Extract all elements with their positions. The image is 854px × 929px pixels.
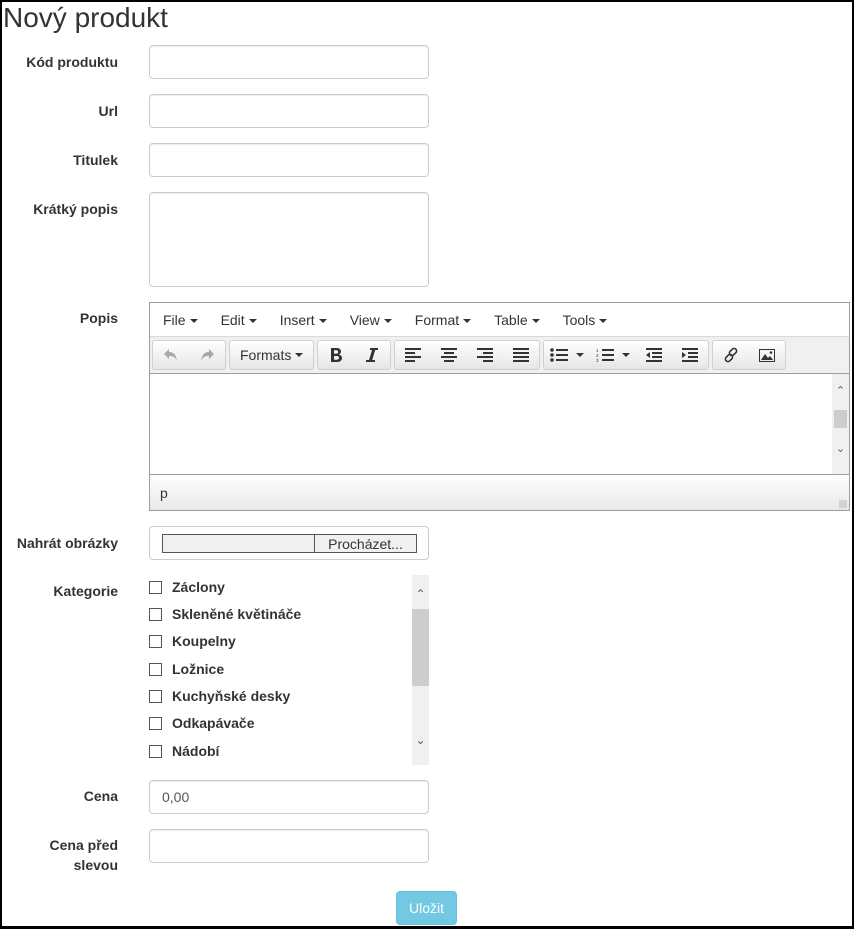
description-label: Popis [79, 310, 118, 326]
category-item[interactable] [149, 659, 224, 679]
label-line-1: Cena před [49, 837, 118, 853]
category-label: Odkapávače [172, 715, 255, 731]
align-right-icon [477, 348, 493, 362]
svg-text:2: 2 [596, 353, 599, 358]
scrollbar-thumb[interactable] [412, 609, 429, 686]
element-path[interactable]: p [160, 485, 168, 501]
url-input[interactable] [149, 94, 429, 128]
bullet-list-button[interactable] [544, 341, 590, 369]
resize-handle-icon[interactable] [839, 500, 847, 508]
url-label: Url [98, 103, 118, 119]
checkbox[interactable] [149, 690, 162, 703]
scroll-up-icon[interactable]: ⌃ [835, 385, 846, 397]
caret-down-icon [532, 319, 540, 323]
outdent-icon [646, 348, 662, 362]
insert-group [712, 340, 786, 370]
category-label: Záclony [172, 579, 225, 595]
editor-scrollbar[interactable] [832, 374, 849, 474]
outdent-button[interactable] [636, 341, 672, 369]
menu-tools-label: Tools [562, 311, 596, 328]
title-input[interactable] [149, 143, 429, 177]
scrollbar-thumb[interactable] [834, 410, 847, 428]
menu-file[interactable] [154, 303, 207, 337]
menu-edit[interactable] [212, 303, 266, 337]
category-scrollbar[interactable] [412, 575, 429, 765]
link-icon [723, 347, 739, 363]
align-left-icon [405, 348, 421, 362]
menu-file-label: File [163, 311, 186, 328]
align-left-button[interactable] [395, 341, 431, 369]
caret-down-icon [190, 319, 198, 323]
redo-icon [200, 349, 214, 361]
category-label: Skleněné květináče [172, 606, 302, 622]
category-label: Koupelny [172, 633, 236, 649]
svg-text:3: 3 [596, 358, 599, 362]
short-description-label: Krátký popis [33, 201, 118, 217]
rich-text-editor [149, 302, 850, 511]
undo-icon [164, 349, 178, 361]
editor-content-area[interactable] [150, 374, 849, 474]
formats-group [229, 340, 314, 370]
bold-icon [330, 348, 342, 362]
category-label: Ložnice [172, 661, 225, 677]
label-line-2: slevou [73, 857, 118, 873]
alignment-group [394, 340, 540, 370]
caret-down-icon [463, 319, 471, 323]
italic-button[interactable] [354, 341, 390, 369]
category-label: Kuchyňské desky [172, 688, 291, 704]
svg-text:1: 1 [596, 348, 599, 353]
checkbox[interactable] [149, 745, 162, 758]
category-item[interactable] [149, 631, 236, 651]
indent-button[interactable] [672, 341, 708, 369]
link-button[interactable] [713, 341, 749, 369]
price-before-discount-label [8, 835, 118, 875]
align-right-button[interactable] [467, 341, 503, 369]
checkbox[interactable] [149, 581, 162, 594]
numbered-list-icon [596, 348, 614, 362]
categories-label: Kategorie [53, 583, 118, 599]
category-item[interactable] [149, 577, 225, 597]
menu-view[interactable] [341, 303, 401, 337]
formats-label: Formats [240, 347, 292, 363]
page-title: Nový produkt [3, 2, 168, 33]
caret-down-icon [599, 319, 607, 323]
caret-down-icon [249, 319, 257, 323]
price-before-discount-input[interactable] [149, 829, 429, 863]
align-justify-icon [513, 348, 529, 362]
numbered-list-button[interactable] [590, 341, 636, 369]
formats-dropdown[interactable] [230, 341, 313, 369]
caret-down-icon [384, 319, 392, 323]
bullet-list-icon [550, 348, 568, 362]
editor-toolbar [150, 337, 849, 374]
image-button[interactable] [749, 341, 785, 369]
align-center-button[interactable] [431, 341, 467, 369]
menu-edit-label: Edit [220, 311, 245, 328]
product-code-input[interactable] [149, 45, 429, 79]
menu-format[interactable] [406, 303, 480, 337]
scroll-down-icon[interactable]: ⌄ [415, 733, 426, 747]
upload-images-label: Nahrát obrázky [16, 535, 118, 551]
menu-insert[interactable] [271, 303, 336, 337]
category-item[interactable] [149, 604, 301, 624]
caret-down-icon [319, 319, 327, 323]
file-path-field[interactable] [162, 534, 314, 553]
caret-down-icon [622, 353, 630, 357]
title-label: Titulek [73, 152, 118, 168]
product-code-label: Kód produktu [26, 54, 118, 70]
scroll-down-icon[interactable]: ⌄ [835, 443, 846, 455]
menu-table[interactable] [485, 303, 548, 337]
align-center-icon [441, 348, 457, 362]
scroll-up-icon[interactable]: ⌃ [415, 587, 426, 601]
browse-button[interactable]: Procházet... [314, 534, 417, 553]
short-description-textarea[interactable] [149, 192, 429, 287]
checkbox[interactable] [149, 663, 162, 676]
category-label: Nádobí [172, 743, 220, 759]
price-input[interactable] [149, 780, 429, 814]
checkbox[interactable] [149, 717, 162, 730]
checkbox[interactable] [149, 608, 162, 621]
menu-format-label: Format [414, 311, 460, 328]
category-item[interactable] [149, 686, 290, 706]
menu-tools[interactable] [554, 303, 617, 337]
editor-menubar [150, 303, 849, 337]
menu-view-label: View [349, 311, 380, 328]
category-item[interactable] [149, 741, 219, 761]
save-button[interactable]: Uložit [396, 891, 457, 925]
history-group [152, 340, 226, 370]
italic-icon [366, 348, 378, 362]
undo-button[interactable] [153, 341, 189, 369]
caret-down-icon [295, 353, 303, 357]
category-item[interactable] [149, 713, 255, 733]
menu-table-label: Table [494, 311, 528, 328]
category-list [149, 575, 429, 765]
price-label: Cena [83, 788, 118, 804]
image-icon [759, 349, 775, 362]
bold-button[interactable] [318, 341, 354, 369]
checkbox[interactable] [149, 635, 162, 648]
indent-icon [682, 348, 698, 362]
editor-statusbar [150, 474, 849, 510]
file-upload [149, 526, 429, 560]
redo-button[interactable] [189, 341, 225, 369]
menu-insert-label: Insert [279, 311, 315, 328]
style-group [317, 340, 391, 370]
align-justify-button[interactable] [503, 341, 539, 369]
list-group [543, 340, 709, 370]
caret-down-icon [576, 353, 584, 357]
